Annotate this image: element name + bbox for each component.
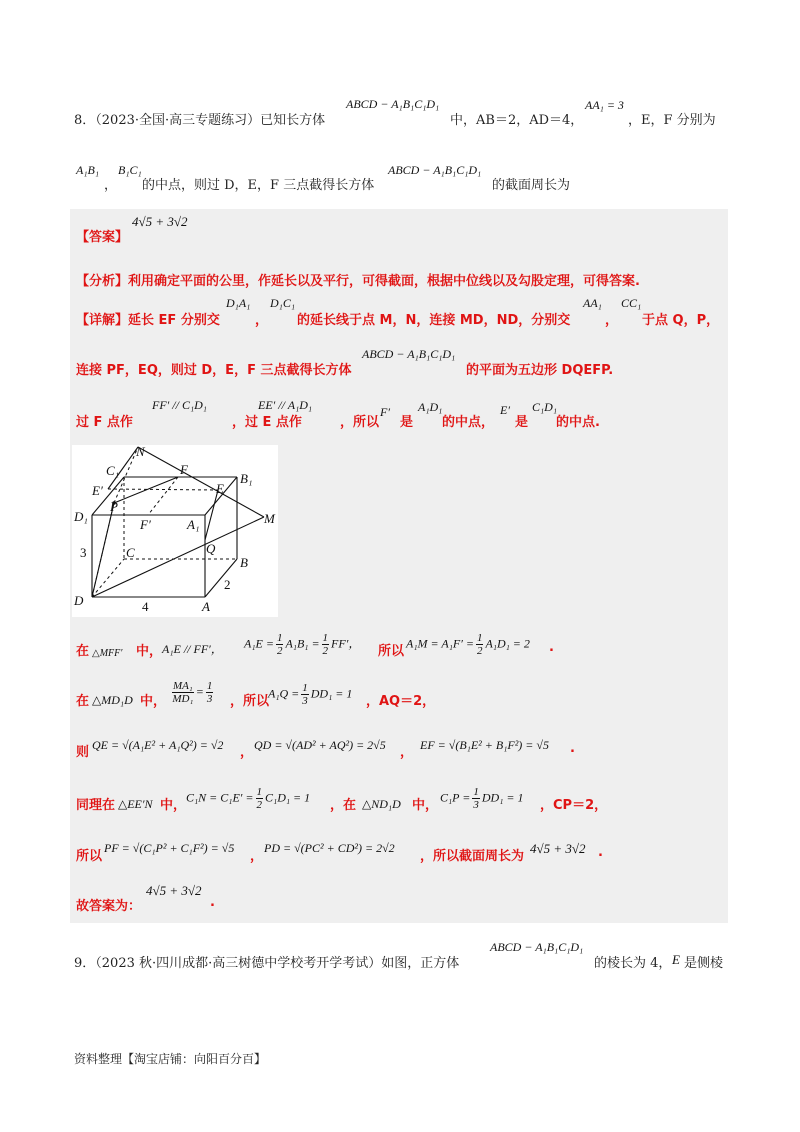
sol-l1-m1: A₁E // FF′， xyxy=(162,642,223,656)
detail-text-1: 【详解】延长 EF 分别交 xyxy=(76,313,220,328)
sol-l4-m2: C₁P = $\frac{1}{3}$ DD₁ = 1 xyxy=(440,786,524,811)
sol-l2-b: 中， xyxy=(140,694,167,709)
sol-l4-a: 同理在 xyxy=(76,798,116,813)
q9-stem-3: 是侧棱 xyxy=(684,956,724,971)
sol-l1-tri: △MFF′ xyxy=(92,648,123,659)
sol-l4-tri2: △ND₁D xyxy=(362,797,401,811)
sol-l1-m2: A₁E = $\frac{1}{2}$ A₁B₁ = $\frac{1}{2}$ FF′， xyxy=(244,632,361,657)
answer-value: 4√5 + 3√2 xyxy=(132,214,188,229)
q8-stem-4: 的中点，则过 D，E，F 三点截得长方体 xyxy=(142,178,375,193)
sol-l1-d: . xyxy=(549,640,554,655)
sol-l1-b: 中， xyxy=(136,644,163,659)
q8-a1b1: A₁B₁ xyxy=(76,163,100,177)
cuboid-diagram xyxy=(72,445,278,617)
sol-l4-c: ，在 xyxy=(330,798,357,813)
sol-l4-d: 中， xyxy=(412,798,439,813)
sol-l1-a: 在 xyxy=(76,644,90,659)
detail-a1d1: A₁D₁ xyxy=(418,400,443,414)
detail-f-prime: F′ xyxy=(380,405,390,419)
fig-label-d1: D₁ xyxy=(74,509,88,524)
sol-l4-e: ，CP＝2， xyxy=(540,798,608,813)
answer-label: 【答案】 xyxy=(76,230,129,245)
sol-l2-c: ，所以 xyxy=(230,694,270,709)
q9-stem-2: 的棱长为 4， xyxy=(594,956,672,971)
sol-l2-a: 在 xyxy=(76,694,90,709)
cuboid-figure xyxy=(72,445,278,617)
detail-text-10: 的中点， xyxy=(442,415,495,430)
sol-l3-sep2: ， xyxy=(400,745,414,760)
sol-l5-c: . xyxy=(598,845,603,860)
fig-label-f-prime: F′ xyxy=(140,517,151,532)
detail-text-12: 的中点. xyxy=(556,415,600,430)
q8-comma: ， xyxy=(104,178,118,193)
detail-text-2: 的延长线于点 M，N，连接 MD，ND，分别交 xyxy=(297,313,571,328)
sol-l4-tri: △EE′N xyxy=(118,797,153,811)
detail-text-9: 是 xyxy=(400,415,414,430)
q8-stem-2: 中，AB＝2，AD＝4， xyxy=(450,113,584,128)
sol-l2-m2: A₁Q = $\frac{1}{3}$ DD₁ = 1 xyxy=(268,682,353,707)
detail-e-prime: E′ xyxy=(500,403,510,417)
sol-l5-b: ，所以截面周长为 xyxy=(420,849,525,864)
sol-l1-c: 所以 xyxy=(378,644,405,659)
fig-label-c: C xyxy=(126,545,135,560)
sol-l3-m2: QD = √(AD² + AQ²) = 2√5 xyxy=(254,738,386,752)
detail-ee-parallel: EE′ // A₁D₁ xyxy=(258,398,313,412)
sol-l4-b: 中， xyxy=(160,798,187,813)
sol-l5-a: 所以 xyxy=(76,849,103,864)
q9-e: E xyxy=(672,952,680,967)
sol-l3-m1: QE = √(A₁E² + A₁Q²) = √2 xyxy=(92,738,224,752)
detail-text-5: 的平面为五边形 DQEFP. xyxy=(466,363,614,378)
sol-l5-m1: PF = √(C₁P² + C₁F²) = √5 xyxy=(104,841,235,855)
detail-comma: ， xyxy=(255,313,269,328)
fig-label-n: N xyxy=(136,445,145,459)
fig-label-4: 4 xyxy=(142,599,149,614)
fig-label-d: D xyxy=(74,593,84,608)
fig-label-q: Q xyxy=(206,541,216,556)
sol-l6-a: 故答案为： xyxy=(76,899,142,914)
fig-label-a1: A₁ xyxy=(187,517,200,532)
fig-label-b1: B₁ xyxy=(240,471,253,486)
analysis-text: 【分析】利用确定平面的公里，作延长以及平行，可得截面，根据中位线以及勾股定理，可得答案. xyxy=(76,274,640,289)
q8-cuboid-name-2: ABCD − A₁B₁C₁D₁ xyxy=(388,163,482,177)
sol-l3-m3: EF = √(B₁E² + B₁F²) = √5 xyxy=(420,738,549,752)
q8-stem-1: 8．（2023·全国·高三专题练习）已知长方体 xyxy=(74,113,326,128)
fig-label-f: F xyxy=(180,462,188,477)
fig-label-e-prime: E′ xyxy=(92,483,103,498)
detail-text-6: 过 F 点作 xyxy=(76,415,133,430)
sol-l3-a: 则 xyxy=(76,745,90,760)
q9-stem-1: 9．（2023 秋·四川成都·高三树德中学校考开学考试）如图，正方体 xyxy=(74,956,460,971)
sol-l3-end: . xyxy=(570,741,575,756)
detail-d1a1: D₁A₁ xyxy=(226,296,251,310)
fig-label-m: M xyxy=(264,511,275,526)
q8-stem-5: 的截面周长为 xyxy=(492,178,571,193)
detail-text-8: ，所以 xyxy=(340,415,380,430)
sol-l5-sep: ， xyxy=(250,849,264,864)
q8-cuboid-name: ABCD − A₁B₁C₁D₁ xyxy=(346,97,440,111)
detail-cuboid-name: ABCD − A₁B₁C₁D₁ xyxy=(362,347,456,361)
sol-l2-m1: $\frac{\text{MA₁}}{\text{MD₁}}$ = $\frac{1}{3}$ xyxy=(172,680,213,705)
detail-aa1: AA₁ xyxy=(583,296,602,310)
detail-c1d1: C₁D₁ xyxy=(532,400,558,414)
fig-label-p: P xyxy=(110,499,118,514)
q9-cube-name: ABCD − A₁B₁C₁D₁ xyxy=(490,940,584,954)
fig-label-3: 3 xyxy=(80,545,87,560)
sol-l5-m2: PD = √(PC² + CD²) = 2√2 xyxy=(264,841,395,855)
sol-l2-tri: △MD₁D xyxy=(92,693,133,707)
sol-l5-m3: 4√5 + 3√2 xyxy=(530,841,586,856)
detail-text-11: 是 xyxy=(515,415,529,430)
sol-l6-m: 4√5 + 3√2 xyxy=(146,883,202,898)
fig-label-e: E xyxy=(216,481,224,496)
detail-d1c1: D₁C₁ xyxy=(270,296,296,310)
detail-cc1: CC₁ xyxy=(621,296,642,310)
fig-label-c1: C₁ xyxy=(106,463,120,478)
sol-l3-sep1: ， xyxy=(240,745,254,760)
detail-comma-2: ， xyxy=(605,313,619,328)
detail-text-3: 于点 Q，P， xyxy=(642,313,720,328)
sol-l1-m3: A₁M = A₁F′ = $\frac{1}{2}$ A₁D₁ = 2 xyxy=(406,632,530,657)
sol-l6-b: . xyxy=(210,895,215,910)
q8-stem-3: ，E，F 分别为 xyxy=(628,113,716,128)
q8-b1c1: B₁C₁ xyxy=(118,163,142,177)
detail-ff-parallel: FF′ // C₁D₁ xyxy=(152,398,207,412)
fig-label-b: B xyxy=(240,555,248,570)
sol-l2-d: ，AQ＝2， xyxy=(366,694,436,709)
fig-label-2: 2 xyxy=(224,577,231,592)
fig-label-a: A xyxy=(202,599,210,614)
page-footer: 资料整理【淘宝店铺：向阳百分百】 xyxy=(74,1052,267,1066)
detail-text-7: ，过 E 点作 xyxy=(232,415,302,430)
detail-text-4: 连接 PF，EQ，则过 D，E，F 三点截得长方体 xyxy=(76,363,352,378)
sol-l4-m1: C₁N = C₁E′ = $\frac{1}{2}$ C₁D₁ = 1 xyxy=(186,786,311,811)
q8-aa1-eq: AA₁ = 3 xyxy=(585,98,624,112)
